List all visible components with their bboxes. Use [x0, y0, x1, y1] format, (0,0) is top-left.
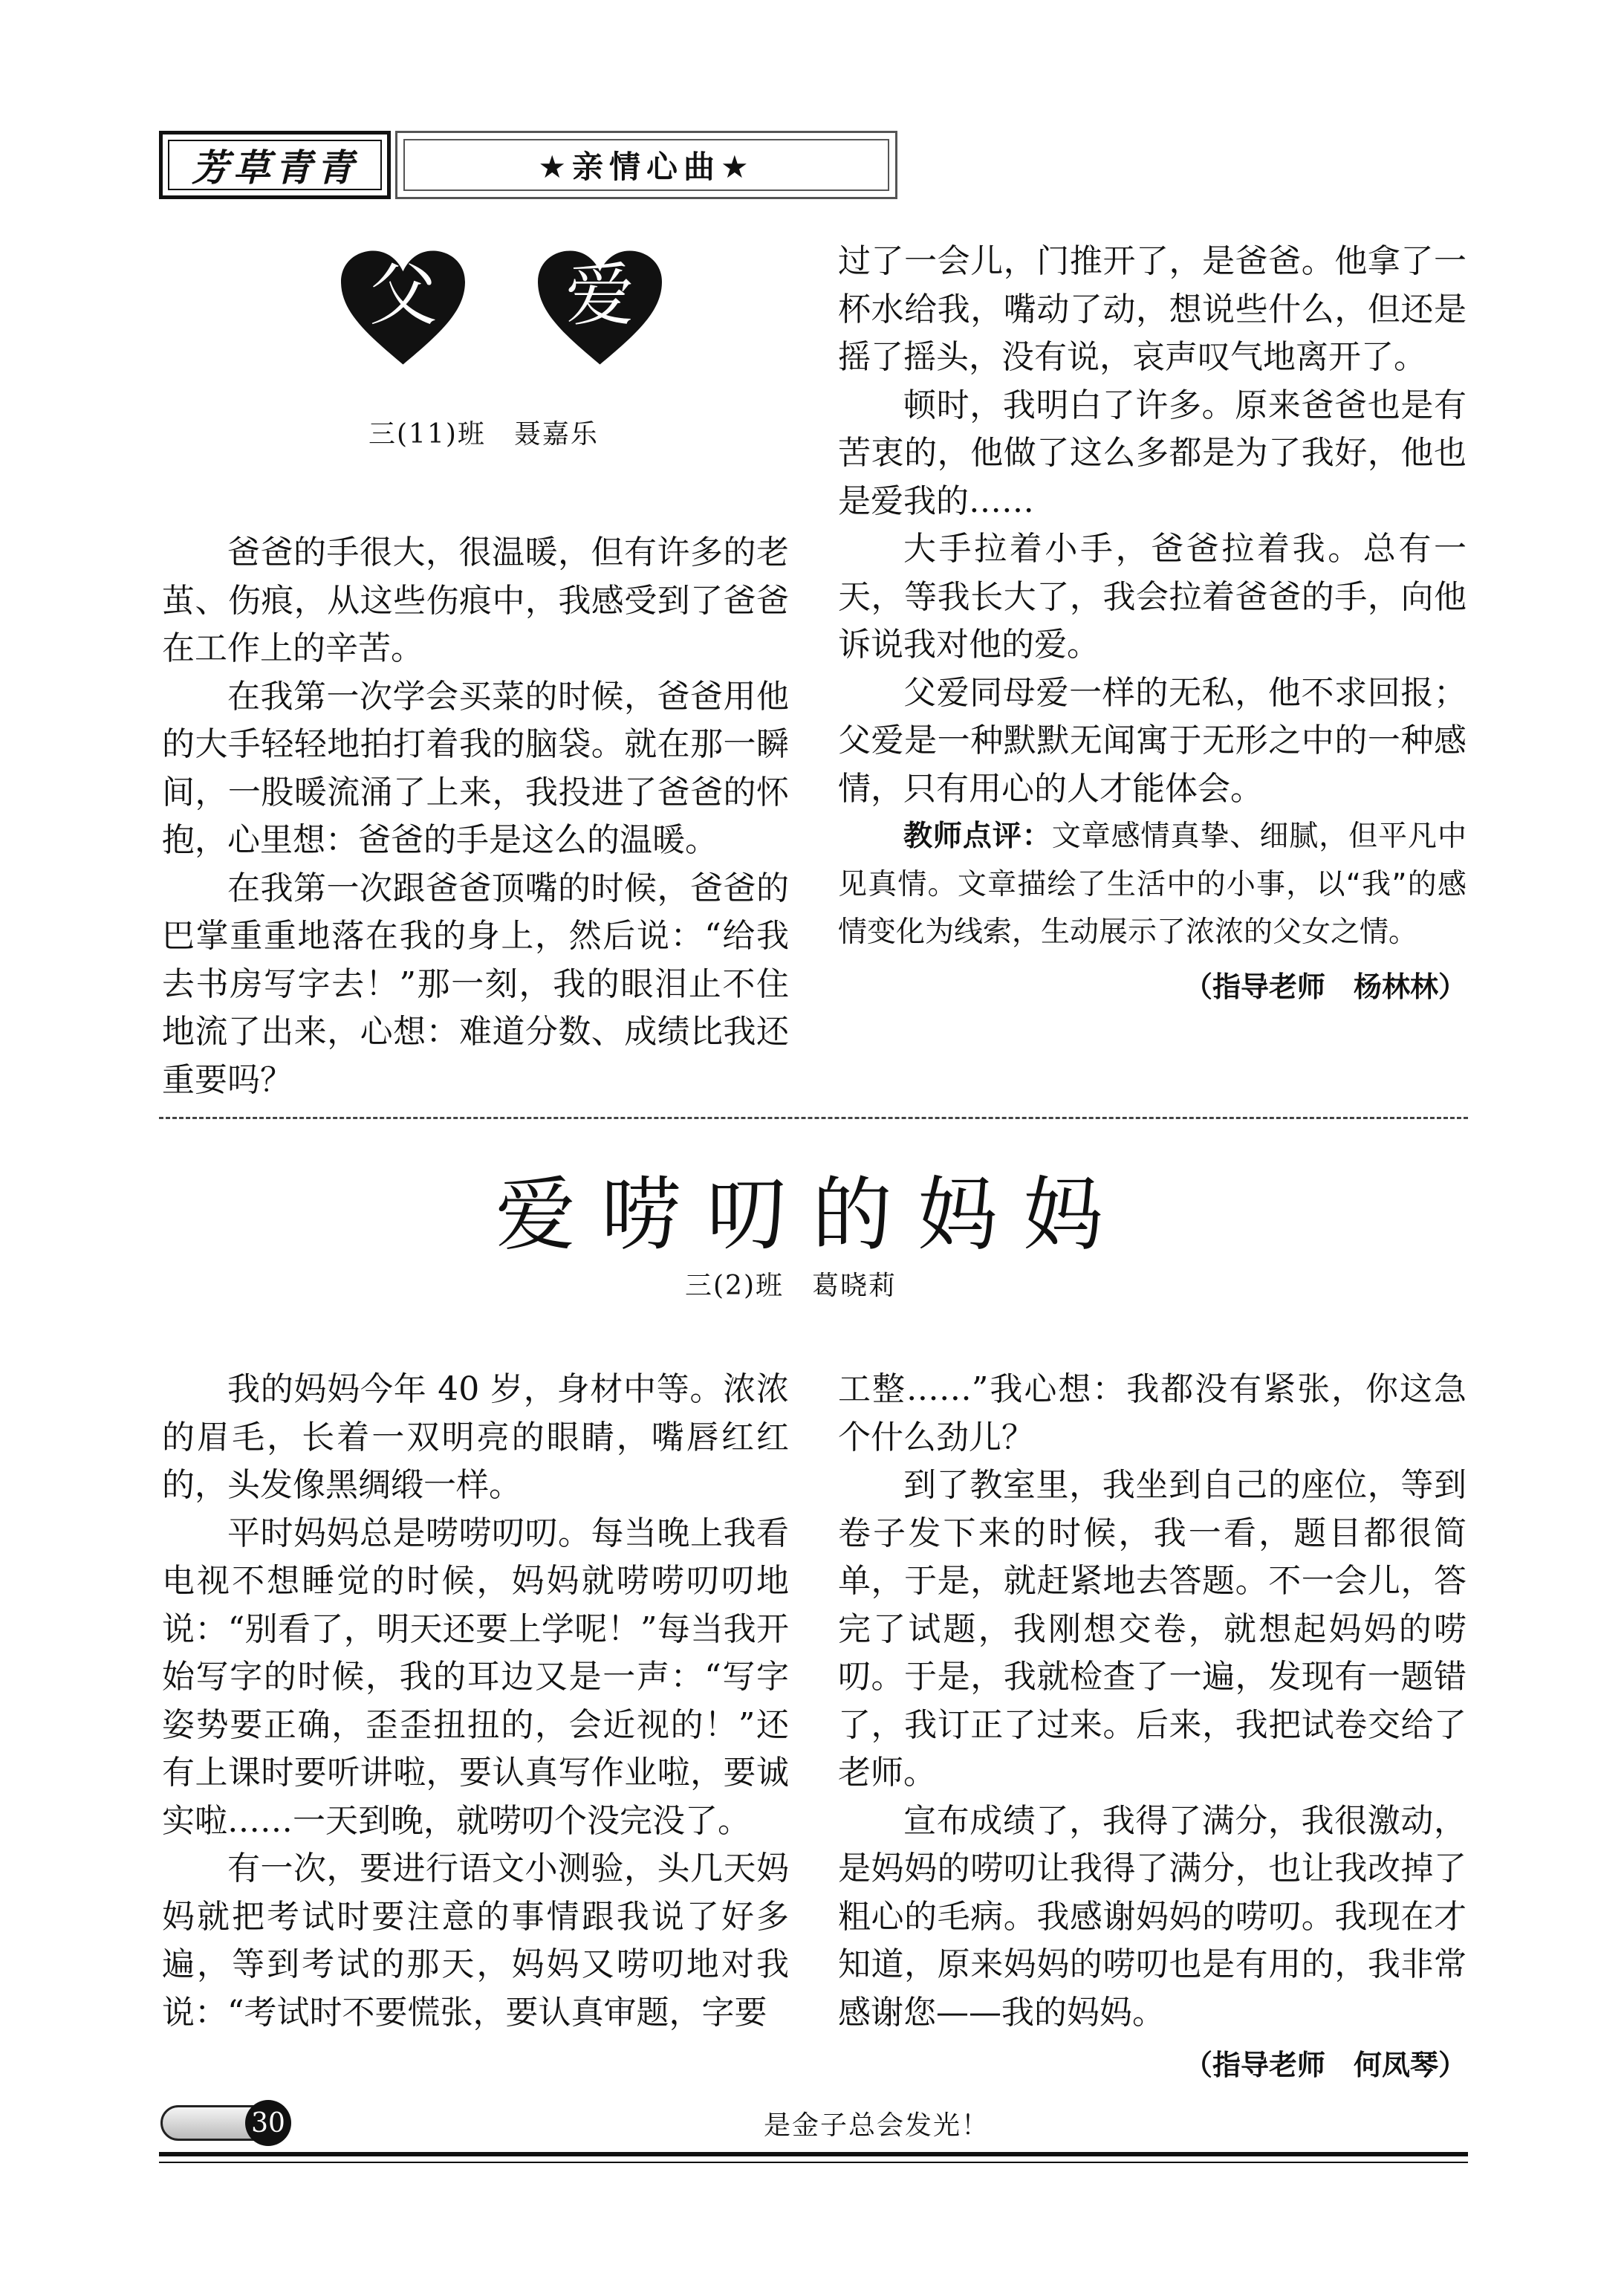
- article2-paragraph: 我的妈妈今年 40 岁，身材中等。浓浓的眉毛，长着一双明亮的眼睛，嘴唇红红的，头发像黑绸缎一样。: [162, 1370, 789, 1504]
- article1-paragraph: 父爱同母爱一样的无私，他不求回报；父爱是一种默默无闻寓于无形之中的一种感情，只有用心的人才能体会。: [838, 673, 1467, 808]
- article1-left-column: [162, 529, 789, 1104]
- footer-motto: 是金子总会发光！: [764, 2110, 990, 2141]
- article-divider: [159, 1117, 1468, 1119]
- article1-paragraph-continued: 过了一会儿，门推开了，是爸爸。他拿了一杯水给我，嘴动了动，想说些什么，但还是摇了摇头，没有说，哀声叹气地离开了。: [838, 242, 1467, 376]
- teacher-comment: [838, 813, 1467, 957]
- article2-teacher: （指导老师 何凤琴）: [1183, 2049, 1467, 2081]
- teacher-comment-label: 教师点评：: [903, 820, 1052, 853]
- article2-title: 爱唠叨的妈妈: [495, 1169, 1128, 1262]
- article1-paragraph: 在我第一次学会买菜的时候，爸爸用他的大手轻轻地拍打着我的脑袋。就在那一瞬间，一股暖流涌了上来，我投进了爸爸的怀抱，心里想：爸爸的手是这么的温暖。: [162, 677, 789, 859]
- section-name-box: [395, 131, 897, 199]
- heart-title-char-2: [535, 248, 665, 367]
- article2-byline: 三(2)班 葛晓莉: [685, 1271, 897, 1301]
- article1-paragraph: 顿时，我明白了许多。原来爸爸也是有苦衷的，他做了这么多都是为了我好，他也是爱我的……: [838, 386, 1467, 520]
- article1-teacher: （指导老师 杨林林）: [1183, 970, 1467, 1003]
- heart-title-char-1: [338, 248, 468, 367]
- article1-paragraph: 在我第一次跟爸爸顶嘴的时候，爸爸的巴掌重重地落在我的身上，然后说：“给我去书房写字去！”那一刻，我的眼泪止不住地流了出来，心想：难道分数、成绩比我还重要吗？: [162, 869, 789, 1099]
- article1-paragraph: 大手拉着小手，爸爸拉着我。总有一天，等我长大了，我会拉着爸爸的手，向他诉说我对他的爱。: [838, 530, 1467, 664]
- section-name: ★亲情心曲★: [403, 139, 889, 191]
- footer-rule-thick: [159, 2152, 1468, 2156]
- column-name: 芳草青青: [168, 140, 382, 190]
- title-char-2: 爱: [565, 256, 634, 335]
- article2-right-column: [838, 1366, 1467, 2090]
- teacher-comment-text: 文章感情真挚、细腻，但平凡中见真情。文章描绘了生活中的小事，以“我”的感情变化为线索，生动展示了浓浓的父女之情。: [838, 820, 1467, 949]
- article2-paragraph-continued: 工整……”我心想：我都没有紧张，你这急个什么劲儿？: [838, 1370, 1467, 1456]
- article1-paragraph: 爸爸的手很大，很温暖，但有许多的老茧、伤痕，从这些伤痕中，我感受到了爸爸在工作上的辛苦。: [162, 534, 789, 667]
- article2-left-column: [162, 1366, 789, 2037]
- article1-byline: 三(11)班 聂嘉乐: [368, 419, 599, 450]
- page-number: 30: [245, 2100, 291, 2146]
- article1-right-column: [838, 238, 1467, 1011]
- footer-rule-thin: [159, 2162, 1468, 2163]
- column-name-box: [159, 131, 391, 199]
- article2-paragraph: 有一次，要进行语文小测验，头几天妈妈就把考试时要注意的事情跟我说了好多遍，等到考试的那天，妈妈又唠叨地对我说：“考试时不要慌张，要认真审题，字要: [162, 1850, 789, 2032]
- article2-paragraph: 宣布成绩了，我得了满分，我很激动，是妈妈的唠叨让我得了满分，也让我改掉了粗心的毛病。我感谢妈妈的唠叨。我现在才知道，原来妈妈的唠叨也是有用的，我非常感谢您——我的妈妈。: [838, 1801, 1467, 2032]
- title-char-1: 父: [368, 256, 438, 335]
- article2-paragraph: 到了教室里，我坐到自己的座位，等到卷子发下来的时候，我一看，题目都很简单，于是，就赶紧地去答题。不一会儿，答完了试题，我刚想交卷，就想起妈妈的唠叨。于是，我就检查了一遍，发现有一题错了，我订正了过来。后来，我把试卷交给了老师。: [838, 1466, 1467, 1792]
- article2-paragraph: 平时妈妈总是唠唠叨叨。每当晚上我看电视不想睡觉的时候，妈妈就唠唠叨叨地说：“别看了，明天还要上学呢！”每当我开始写字的时候，我的耳边又是一声：“写字姿势要正确，歪歪扭扭的，会近视的！”还有上课时要听讲啦，要认真写作业啦，要诚实啦……一天到晚，就唠叨个没完没了。: [162, 1514, 789, 1840]
